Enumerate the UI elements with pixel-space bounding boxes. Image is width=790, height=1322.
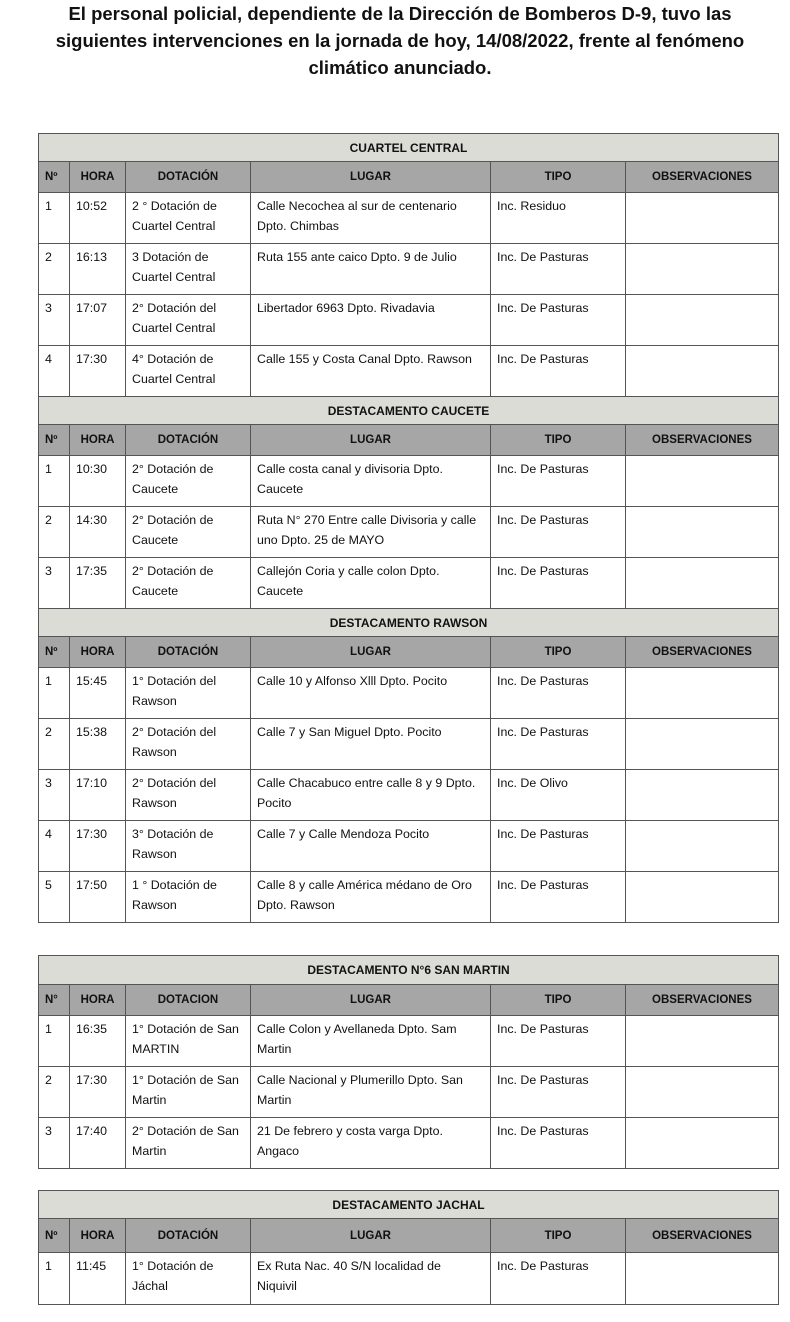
cell-hora: 10:52: [70, 193, 126, 244]
table-row: [39, 770, 779, 821]
cell-num: 2: [39, 244, 70, 295]
section-title: DESTACAMENTO JACHAL: [39, 1191, 779, 1219]
cell-observaciones: [626, 456, 779, 507]
cell-lugar: Calle 7 y San Miguel Dpto. Pocito: [251, 719, 491, 770]
table-row: [39, 1253, 779, 1305]
cell-lugar: Calle 8 y calle América médano de Oro Dpto. Rawson: [251, 872, 491, 923]
table-row: [39, 821, 779, 872]
cell-hora: 17:30: [70, 346, 126, 397]
cell-observaciones: [626, 872, 779, 923]
table-row: [39, 295, 779, 346]
cell-dotacion: 3° Dotación de Rawson: [126, 821, 251, 872]
col-hora-header: HORA: [70, 162, 126, 193]
col-lugar-header: LUGAR: [251, 162, 491, 193]
cell-dotacion: 2° Dotación de Caucete: [126, 558, 251, 609]
col-dotacion-header: DOTACIÓN: [126, 162, 251, 193]
cell-dotacion: 4° Dotación de Cuartel Central: [126, 346, 251, 397]
cell-num: 5: [39, 872, 70, 923]
cell-hora: 17:40: [70, 1118, 126, 1169]
cell-lugar: Calle Nacional y Plumerillo Dpto. San Martin: [251, 1067, 491, 1118]
cell-lugar: Calle 10 y Alfonso Xlll Dpto. Pocito: [251, 668, 491, 719]
table-row: [39, 668, 779, 719]
cell-num: 3: [39, 295, 70, 346]
cell-tipo: Inc. De Pasturas: [491, 1118, 626, 1169]
cell-dotacion: 1° Dotación de San MARTIN: [126, 1016, 251, 1067]
cell-observaciones: [626, 346, 779, 397]
cell-observaciones: [626, 1253, 779, 1305]
cell-num: 1: [39, 193, 70, 244]
cell-lugar: Calle Colon y Avellaneda Dpto. Sam Martin: [251, 1016, 491, 1067]
table-main: [38, 133, 779, 923]
cell-num: 3: [39, 558, 70, 609]
cell-hora: 16:35: [70, 1016, 126, 1067]
col-observaciones-header: OBSERVACIONES: [626, 425, 779, 456]
col-lugar-header: LUGAR: [251, 425, 491, 456]
page-title: El personal policial, dependiente de la Dirección de Bomberos D-9, tuvo las siguientes intervenciones en la jornada de hoy, 14/08/2022, frente al fenómeno climático anunciado.: [55, 3, 745, 78]
table-jachal: [38, 1190, 779, 1305]
cell-lugar: Calle Chacabuco entre calle 8 y 9 Dpto. Pocito: [251, 770, 491, 821]
header-row: [39, 1219, 779, 1253]
table-row: [39, 346, 779, 397]
header-row: [39, 637, 779, 668]
table-row: [39, 193, 779, 244]
table-row: [39, 1067, 779, 1118]
cell-observaciones: [626, 295, 779, 346]
col-dotacion-header: DOTACIÓN: [126, 637, 251, 668]
table-san-martin: [38, 955, 779, 1169]
cell-lugar: Ruta N° 270 Entre calle Divisoria y calle uno Dpto. 25 de MAYO: [251, 507, 491, 558]
col-tipo-header: TIPO: [491, 162, 626, 193]
cell-dotacion: 2° Dotación del Cuartel Central: [126, 295, 251, 346]
col-hora-header: HORA: [70, 985, 126, 1016]
cell-tipo: Inc. De Olivo: [491, 770, 626, 821]
cell-tipo: Inc. De Pasturas: [491, 456, 626, 507]
cell-tipo: Inc. De Pasturas: [491, 872, 626, 923]
col-dotacion-header: DOTACIÓN: [126, 425, 251, 456]
table-row: [39, 558, 779, 609]
cell-hora: 11:45: [70, 1253, 126, 1305]
cell-hora: 17:30: [70, 821, 126, 872]
cell-tipo: Inc. De Pasturas: [491, 507, 626, 558]
cell-dotacion: 1 ° Dotación de Rawson: [126, 872, 251, 923]
cell-tipo: Inc. De Pasturas: [491, 295, 626, 346]
cell-observaciones: [626, 193, 779, 244]
cell-lugar: Libertador 6963 Dpto. Rivadavia: [251, 295, 491, 346]
cell-hora: 16:13: [70, 244, 126, 295]
cell-lugar: Callejón Coria y calle colon Dpto. Caucete: [251, 558, 491, 609]
cell-observaciones: [626, 1067, 779, 1118]
cell-lugar: Ex Ruta Nac. 40 S/N localidad de Niquivil: [251, 1253, 491, 1305]
cell-num: 1: [39, 668, 70, 719]
cell-dotacion: 2° Dotación de Caucete: [126, 507, 251, 558]
cell-hora: 15:38: [70, 719, 126, 770]
cell-num: 2: [39, 719, 70, 770]
section-title-row: [39, 956, 779, 985]
cell-hora: 17:50: [70, 872, 126, 923]
section-title-row: [39, 134, 779, 162]
cell-num: 3: [39, 770, 70, 821]
cell-num: 1: [39, 1253, 70, 1305]
cell-hora: 15:45: [70, 668, 126, 719]
cell-num: 4: [39, 346, 70, 397]
col-observaciones-header: OBSERVACIONES: [626, 162, 779, 193]
cell-observaciones: [626, 507, 779, 558]
cell-lugar: Calle 7 y Calle Mendoza Pocito: [251, 821, 491, 872]
table-row: [39, 1016, 779, 1067]
cell-observaciones: [626, 668, 779, 719]
table-row: [39, 1118, 779, 1169]
cell-tipo: Inc. De Pasturas: [491, 821, 626, 872]
cell-lugar: Calle 155 y Costa Canal Dpto. Rawson: [251, 346, 491, 397]
col-dotacion-header: DOTACION: [126, 985, 251, 1016]
cell-tipo: Inc. De Pasturas: [491, 558, 626, 609]
cell-observaciones: [626, 1016, 779, 1067]
cell-observaciones: [626, 1118, 779, 1169]
section-title: DESTACAMENTO CAUCETE: [39, 397, 779, 425]
col-num-header: Nº: [39, 162, 70, 193]
col-observaciones-header: OBSERVACIONES: [626, 637, 779, 668]
cell-tipo: Inc. De Pasturas: [491, 719, 626, 770]
cell-num: 3: [39, 1118, 70, 1169]
cell-tipo: Inc. De Pasturas: [491, 1067, 626, 1118]
cell-observaciones: [626, 821, 779, 872]
cell-dotacion: 1° Dotación de Jáchal: [126, 1253, 251, 1305]
cell-dotacion: 3 Dotación de Cuartel Central: [126, 244, 251, 295]
header-row: [39, 425, 779, 456]
col-observaciones-header: OBSERVACIONES: [626, 985, 779, 1016]
col-hora-header: HORA: [70, 425, 126, 456]
col-tipo-header: TIPO: [491, 425, 626, 456]
cell-lugar: Ruta 155 ante caico Dpto. 9 de Julio: [251, 244, 491, 295]
cell-num: 2: [39, 507, 70, 558]
cell-num: 1: [39, 1016, 70, 1067]
cell-lugar: 21 De febrero y costa varga Dpto. Angaco: [251, 1118, 491, 1169]
section-title-row: [39, 609, 779, 637]
col-hora-header: HORA: [70, 637, 126, 668]
cell-dotacion: 2° Dotación del Rawson: [126, 719, 251, 770]
section-title: DESTACAMENTO N°6 SAN MARTIN: [39, 956, 779, 985]
header-row: [39, 162, 779, 193]
section-title-row: [39, 397, 779, 425]
cell-observaciones: [626, 770, 779, 821]
table-row: [39, 244, 779, 295]
cell-dotacion: 2° Dotación del Rawson: [126, 770, 251, 821]
section-title: CUARTEL CENTRAL: [39, 134, 779, 162]
cell-num: 4: [39, 821, 70, 872]
cell-dotacion: 2 ° Dotación de Cuartel Central: [126, 193, 251, 244]
col-lugar-header: LUGAR: [251, 1219, 491, 1253]
cell-hora: 10:30: [70, 456, 126, 507]
section-title: DESTACAMENTO RAWSON: [39, 609, 779, 637]
col-num-header: Nº: [39, 637, 70, 668]
col-hora-header: HORA: [70, 1219, 126, 1253]
table-row: [39, 456, 779, 507]
cell-tipo: Inc. De Pasturas: [491, 668, 626, 719]
cell-lugar: Calle Necochea al sur de centenario Dpto. Chimbas: [251, 193, 491, 244]
col-num-header: Nº: [39, 425, 70, 456]
cell-observaciones: [626, 244, 779, 295]
cell-hora: 17:07: [70, 295, 126, 346]
table-row: [39, 872, 779, 923]
col-num-header: N°: [39, 985, 70, 1016]
col-tipo-header: TIPO: [491, 985, 626, 1016]
section-title-row: [39, 1191, 779, 1219]
cell-dotacion: 2° Dotación de San Martin: [126, 1118, 251, 1169]
col-dotacion-header: DOTACIÓN: [126, 1219, 251, 1253]
col-num-header: Nº: [39, 1219, 70, 1253]
cell-dotacion: 2° Dotación de Caucete: [126, 456, 251, 507]
col-observaciones-header: OBSERVACIONES: [626, 1219, 779, 1253]
cell-tipo: Inc. De Pasturas: [491, 244, 626, 295]
cell-tipo: Inc. De Pasturas: [491, 1016, 626, 1067]
cell-observaciones: [626, 558, 779, 609]
cell-observaciones: [626, 719, 779, 770]
cell-dotacion: 1° Dotación de San Martin: [126, 1067, 251, 1118]
cell-num: 1: [39, 456, 70, 507]
col-tipo-header: TIPO: [491, 637, 626, 668]
header-row: [39, 985, 779, 1016]
col-lugar-header: LUGAR: [251, 985, 491, 1016]
cell-hora: 17:35: [70, 558, 126, 609]
cell-dotacion: 1° Dotación del Rawson: [126, 668, 251, 719]
cell-tipo: Inc. De Pasturas: [491, 1253, 626, 1305]
cell-hora: 14:30: [70, 507, 126, 558]
cell-hora: 17:30: [70, 1067, 126, 1118]
cell-tipo: Inc. De Pasturas: [491, 346, 626, 397]
cell-tipo: Inc. Residuo: [491, 193, 626, 244]
cell-num: 2: [39, 1067, 70, 1118]
table-row: [39, 507, 779, 558]
cell-lugar: Calle costa canal y divisoria Dpto. Caucete: [251, 456, 491, 507]
col-lugar-header: LUGAR: [251, 637, 491, 668]
cell-hora: 17:10: [70, 770, 126, 821]
col-tipo-header: TIPO: [491, 1219, 626, 1253]
table-row: [39, 719, 779, 770]
